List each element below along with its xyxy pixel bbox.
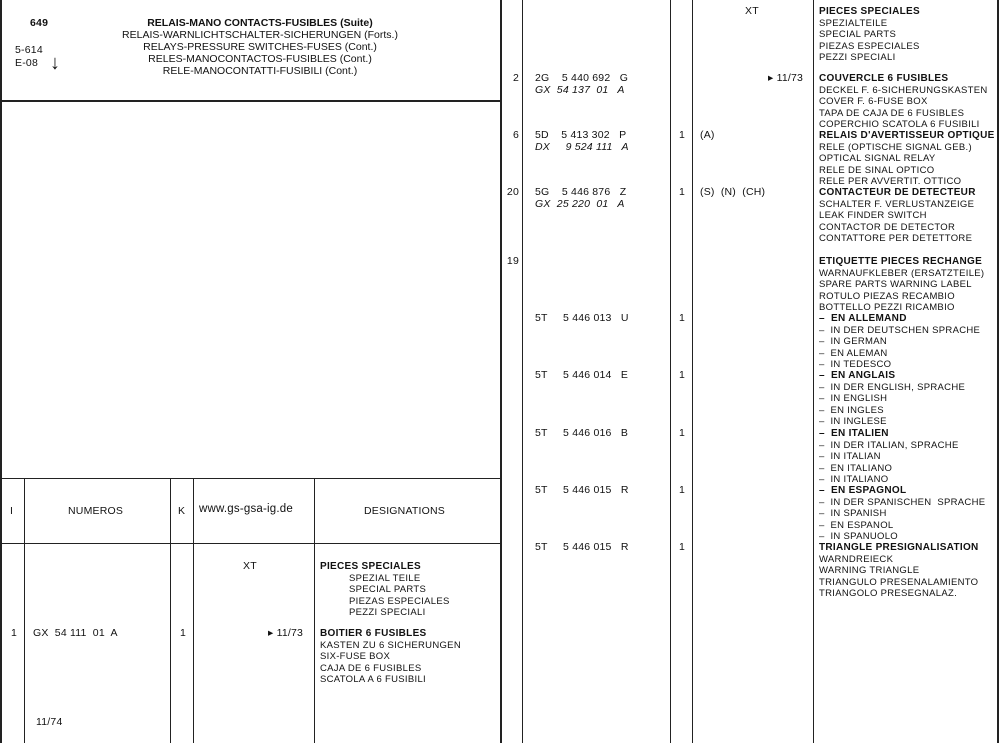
right-row-i: 19 [506,255,519,267]
title-es: RELES-MANOCONTACTOS-FUSIBLES (Cont.) [148,53,372,65]
right-row-designation-line: – EN ESPAGNOL [819,485,907,496]
table-header-top-line [0,478,501,479]
right-row-designation-line: – EN ESPANOL [819,519,894,531]
right-row-designation-line: – EN ALEMAN [819,347,888,359]
right-row-designation-line: COPERCHIO SCATOLA 6 FUSIBILI [819,119,980,130]
right-row-designation-line: COVER F. 6-FUSE BOX [819,96,928,107]
right-row-designation-line: – IN DER DEUTSCHEN SPRACHE [819,324,981,336]
right-row-designation-line: – IN TEDESCO [819,359,892,370]
left-pieces-speciales-line: SPEZIAL TEILE [349,572,421,584]
right-row-i: 6 [512,129,519,141]
right-row-designation-line: TAPA DE CAJA DE 6 FUSIBLES [819,107,965,119]
right-row-designation-line: RELE DE SINAL OPTICO [819,164,935,176]
col-header-numeros: NUMEROS [68,505,124,517]
right-row-designation-line: RELE (OPTISCHE SIGNAL GEB.) [819,141,972,153]
right-row-designation-line: COUVERCLE 6 FUSIBLES [819,73,949,84]
right-row-designation-line: CONTACTEUR DE DETECTEUR [819,187,976,198]
right-row-k: 1 [679,427,686,439]
right-row-designation-line: PIEZAS ESPECIALES [819,40,920,52]
title-fr: RELAIS-MANO CONTACTS-FUSIBLES (Suite) [147,17,373,29]
right-row-designation-line: RELAIS D'AVERTISSEUR OPTIQUE [819,130,995,141]
right-row-application: (S) (N) (CH) [700,186,766,198]
right-row-designation-line: TRIANGLE PRESIGNALISATION [819,542,979,553]
right-row-designation-line: – IN ITALIAN [819,451,881,462]
right-row-designation-line: TRIANGULO PRESENALAMIENTO [819,576,979,588]
right-row-alt-number: GX 25 220 01 A [535,198,625,210]
right-row-designation-line: – EN ALLEMAND [819,313,907,324]
left-row1-number: GX 54 111 01 A [33,627,118,639]
right-row-designation-line: RELE PER AVVERTIT. OTTICO [819,176,962,187]
right-row-designation-line: PIECES SPECIALES [819,6,920,17]
col-header-i: I [10,505,14,517]
right-row-designation-line: BOTTELLO PEZZI RICAMBIO [819,302,955,313]
header-bottom-line [0,100,501,102]
right-row-number: 5G 5 446 876 Z [535,186,627,198]
right-row-number: 5T 5 446 016 B [535,427,629,439]
right-row-k: 1 [679,541,686,553]
right-row-number: 5T 5 446 014 E [535,369,629,381]
right-row-number: 5T 5 446 015 R [535,484,629,496]
right-row-i: 20 [506,186,519,198]
table-header-bottom-line [0,543,501,544]
frame-divider-desig [813,0,814,743]
right-row-designation-line: SPECIAL PARTS [819,29,897,40]
left-row1-desig-line: KASTEN ZU 6 SICHERUNGEN [320,639,461,651]
right-row-designation-line: OPTICAL SIGNAL RELAY [819,153,936,164]
right-row-designation-line: – EN ITALIANO [819,462,893,474]
title-it: RELE-MANOCONTATTI-FUSIBILI (Cont.) [162,65,358,77]
right-row-designation-line: – IN SPANISH [819,508,887,519]
reference-a: 5-614 [15,44,43,56]
right-row-designation-line: – IN DER SPANISCHEN SPRACHE [819,496,986,508]
right-row-number: 2G 5 440 692 G [535,72,629,84]
left-row1-desig-line: SIX-FUSE BOX [320,651,391,662]
left-col-k-divider-2 [193,478,194,743]
left-xt-label: XT [243,560,257,572]
right-row-number: 5T 5 446 013 U [535,312,629,324]
right-row-i: 2 [512,72,519,84]
right-row-alt-number: GX 54 137 01 A [535,84,625,96]
right-row-designation-line: LEAK FINDER SWITCH [819,210,927,221]
right-row-designation-line: WARNING TRIANGLE [819,565,920,576]
right-row-designation-line: WARNDREIECK [819,553,894,565]
right-row-designation-line: – IN GERMAN [819,336,887,347]
right-row-number: 5T 5 446 015 R [535,541,629,553]
right-row-designation-line: – IN ITALIANO [819,474,889,485]
right-row-designation-line: PEZZI SPECIALI [819,52,896,63]
right-row-alt-number: DX 9 524 111 A [535,141,629,153]
right-row-designation-line: TRIANGOLO PRESEGNALAZ. [819,588,958,599]
right-row-designation-line: DECKEL F. 6-SICHERUNGSKASTEN [819,84,988,96]
title-de: RELAIS-WARNLICHTSCHALTER-SICHERUNGEN (Forts.) [122,29,398,41]
right-row-designation-line: – IN INGLESE [819,416,887,427]
reference-b: E-08 [15,57,38,69]
right-row-designation-line: – IN SPANUOLO [819,531,898,542]
col-header-k: K [178,505,186,517]
left-pieces-speciales-line: PIEZAS ESPECIALES [349,595,450,607]
right-row-designation-line: – EN INGLES [819,404,884,416]
left-row1-desig-line: BOITIER 6 FUSIBLES [320,628,427,639]
right-row-k: 1 [679,129,686,141]
right-row-designation-line: SPEZIALTEILE [819,17,888,29]
frame-left-border [0,0,2,743]
left-col-k-divider [170,478,171,743]
footer-date: 11/74 [36,716,63,728]
right-row-number: 5D 5 413 302 P [535,129,627,141]
down-arrow-icon: ↓ [50,52,61,74]
right-row-designation-line: SCHALTER F. VERLUSTANZEIGE [819,198,975,210]
col-header-website[interactable]: www.gs-gsa-ig.de [199,503,293,515]
left-row1-designation [320,628,461,686]
right-row-application: (A) [700,129,715,141]
left-pieces-speciales-line: PIECES SPECIALES [320,561,421,572]
right-row-designation-line: – EN ITALIEN [819,428,889,439]
title-en: RELAYS-PRESSURE SWITCHES-FUSES (Cont.) [143,41,377,53]
left-col-desig-divider [314,478,315,743]
frame-divider-app [692,0,693,743]
left-row1-i: 1 [11,627,18,639]
left-row1-desig-line: SCATOLA A 6 FUSIBILI [320,674,426,685]
right-row-k: 1 [679,484,686,496]
right-row-designation-line: – EN ANGLAIS [819,370,896,381]
right-row-k: 1 [679,369,686,381]
frame-divider-k [670,0,671,743]
frame-divider-center [500,0,502,743]
right-row-designation-line: WARNAUFKLEBER (ERSATZTEILE) [819,267,985,279]
right-row-k: 1 [679,186,686,198]
right-row-application: XT [745,5,759,17]
left-row1-date: ▸ 11/73 [268,627,304,639]
left-row1-desig-line: CAJA DE 6 FUSIBLES [320,662,422,674]
frame-divider-center-2 [522,0,523,743]
right-row-k: 1 [679,312,686,324]
left-pieces-speciales [320,561,450,619]
right-row-designation-line: – IN ENGLISH [819,393,888,404]
right-row-designation-line: CONTATTORE PER DETETTORE [819,233,973,244]
frame-right-border [997,0,999,743]
left-pieces-speciales-line: SPECIAL PARTS [349,584,427,595]
right-row-designation-line: CONTACTOR DE DETECTOR [819,221,956,233]
right-row-designation-line: – IN DER ENGLISH, SPRACHE [819,381,966,393]
page-number: 649 [30,17,49,29]
col-header-designations: DESIGNATIONS [364,505,445,517]
section-titles [100,17,420,77]
right-row-designation-line: SPARE PARTS WARNING LABEL [819,279,972,290]
left-col-i-divider [24,478,25,743]
right-row-designation-line: ROTULO PIEZAS RECAMBIO [819,290,955,302]
right-row-designation-line: ETIQUETTE PIECES RECHANGE [819,256,983,267]
left-row1-k: 1 [180,627,187,639]
right-row-designation-line: – IN DER ITALIAN, SPRACHE [819,439,959,451]
left-pieces-speciales-line: PEZZI SPECIALI [349,607,426,618]
right-row-application: ▸ 11/73 [768,72,804,84]
